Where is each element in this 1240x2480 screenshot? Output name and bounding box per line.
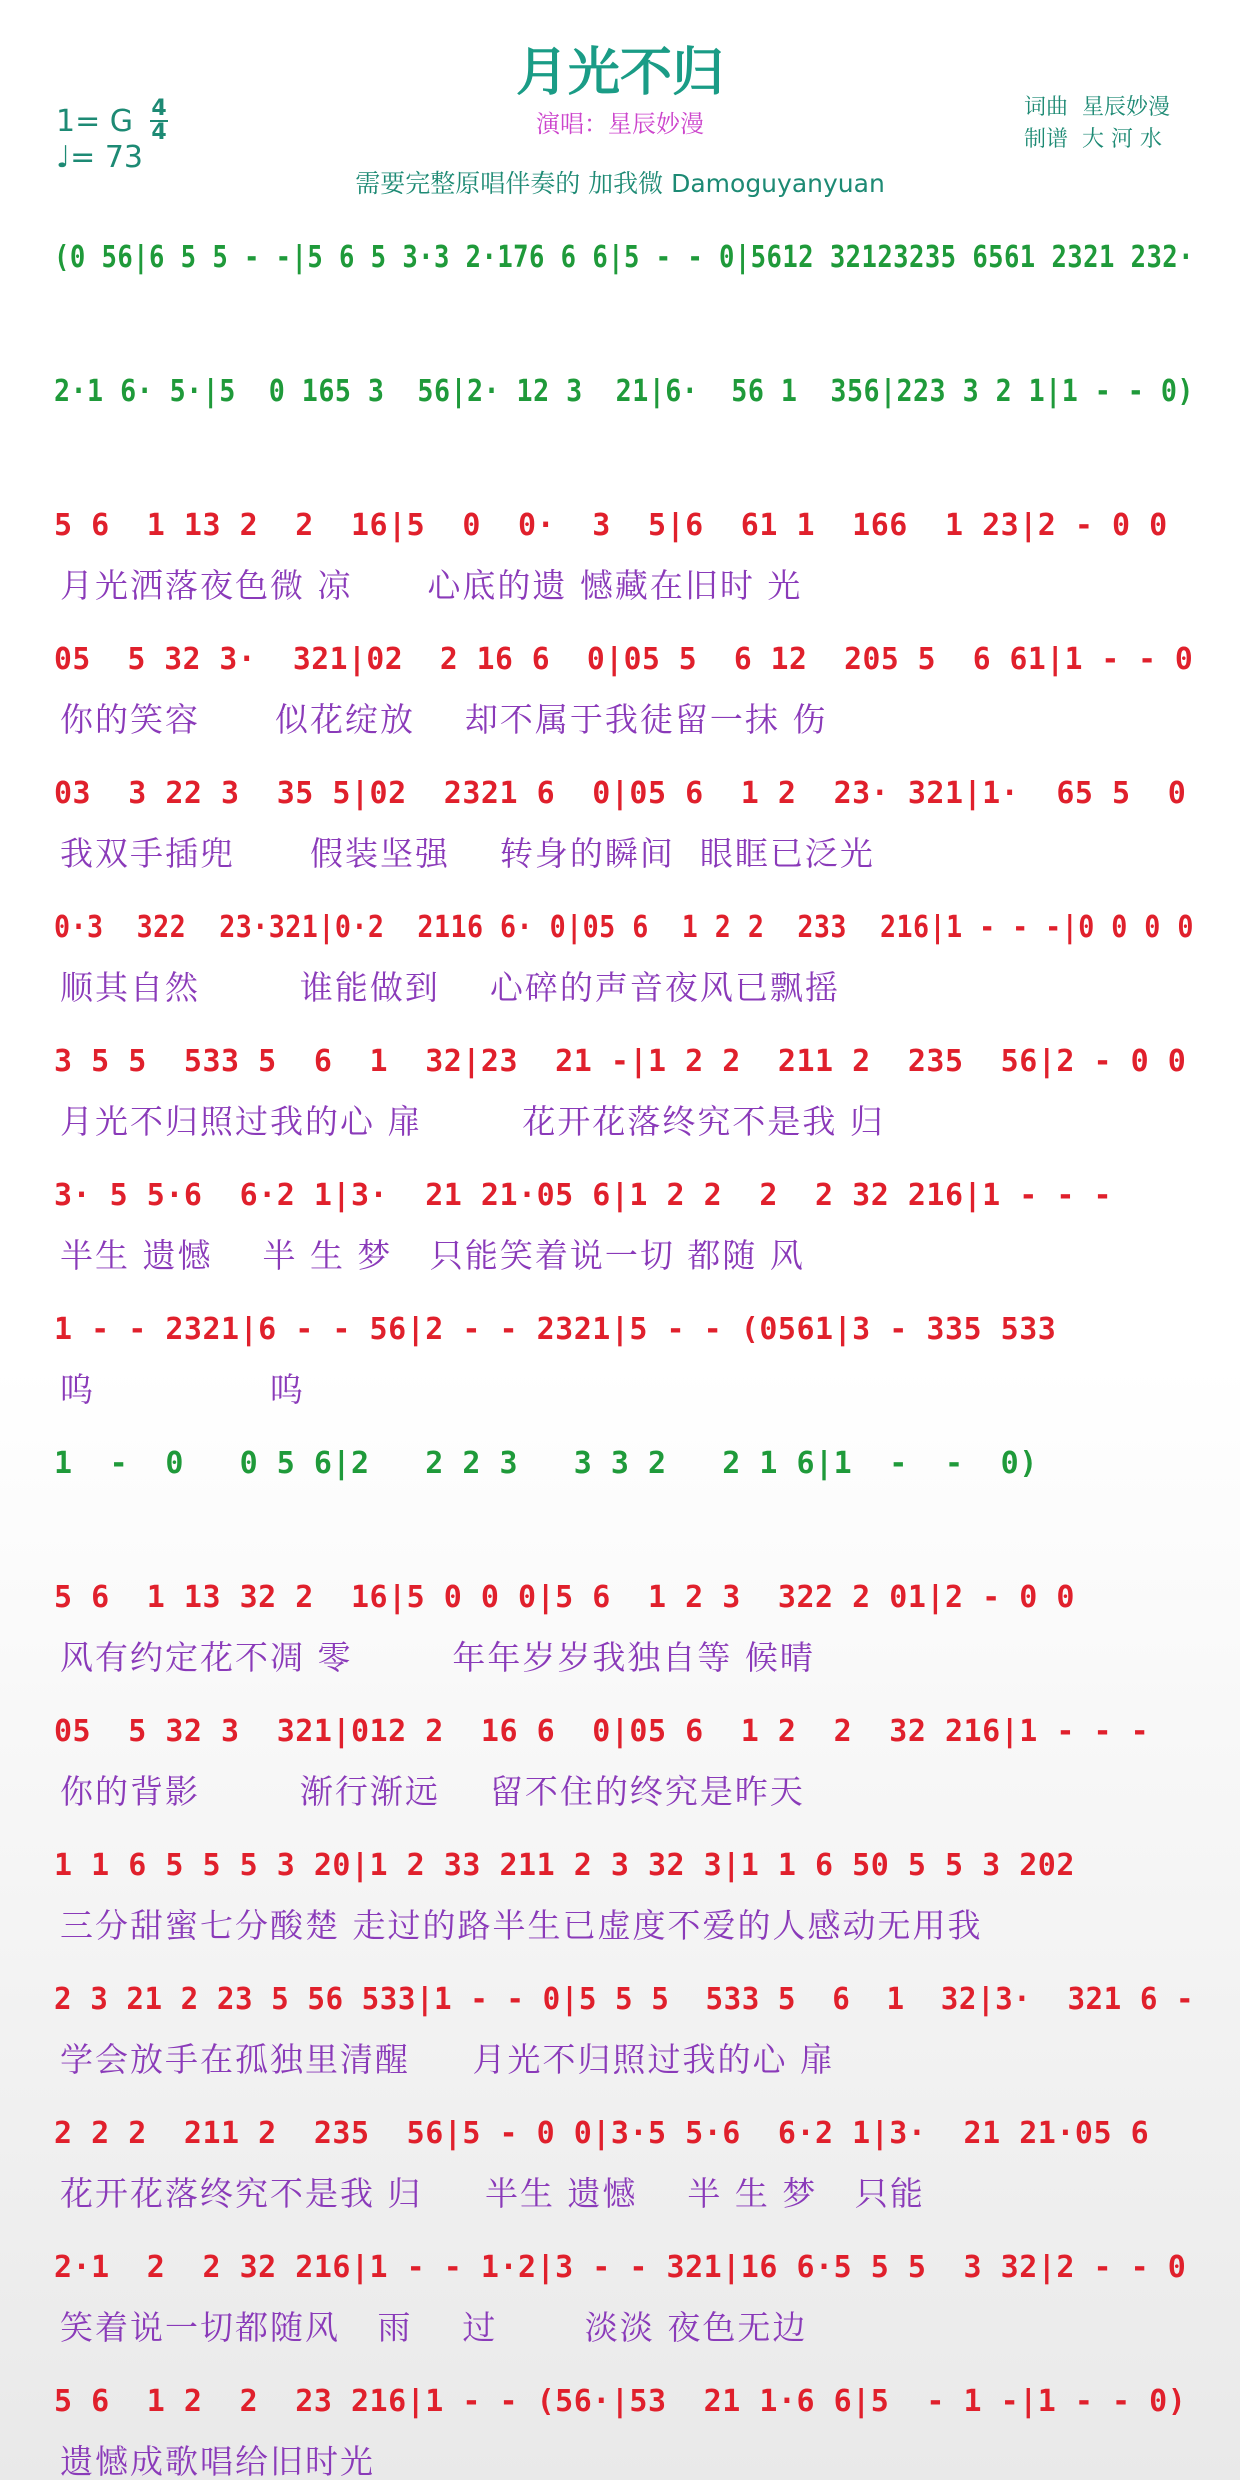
notation-line: 1 - - 2321|6 - - 56|2 - - 2321|5 - - (0561|3 - 335 533 <box>54 1312 1057 1347</box>
credits <box>1024 92 1170 156</box>
notation-line: 2·1 2 2 32 216|1 - - 1·2|3 - - 321|16 6·5 5 5 3 32|2 - - 0 <box>54 2250 1187 2285</box>
notation-line: 05 5 32 3· 321|02 2 16 6 0|05 5 6 12 205 5 6 61|1 - - 0 <box>54 642 1194 677</box>
lyric-line: 学会放手在孤独里清醒 月光不归照过我的心 扉 <box>60 2040 835 2079</box>
lyric-line: 花开花落终究不是我 归 半生 遗憾 半 生 梦 只能 <box>60 2174 925 2213</box>
song-title: 月光不归 <box>515 43 724 103</box>
notation-line: 1 - 0 0 5 6|2 2 2 3 3 3 2 2 1 6|1 - - 0) <box>54 1446 1038 1481</box>
notation-line: 2·1 6· 5·|5 0 165 3 56|2· 12 3 21|6· 56 1 356|223 3 2 1|1 - - 0) <box>54 374 1194 409</box>
lyric-line: 半生 遗憾 半 生 梦 只能笑着说一切 都随 风 <box>60 1236 805 1275</box>
notation-line: 2 3 21 2 23 5 56 533|1 - - 0|5 5 5 533 5 6 1 32|3· 321 6 - <box>54 1982 1195 2017</box>
notation-line: 2 2 2 211 2 235 56|5 - 0 0|3·5 5·6 6·2 1|3· 21 21·05 6 <box>54 2116 1150 2151</box>
notation-line: 03 3 22 3 35 5|02 2321 6 0|05 6 1 2 23· 321|1· 65 5 0 <box>54 776 1187 811</box>
notation-line: 0·3 322 23·321|0·2 2116 6· 0|05 6 1 2 2 233 216|1 - - -|0 0 0 0 <box>54 910 1194 945</box>
notation-line: 05 5 32 3 321|012 2 16 6 0|05 6 1 2 2 32 216|1 - - - <box>54 1714 1150 1749</box>
lyric-line: 你的笑容 似花绽放 却不属于我徒留一抹 伤 <box>60 700 828 739</box>
tempo-marking: ♩= 73 <box>56 140 143 175</box>
lyric-line: 月光洒落夜色微 凉 心底的遗 憾藏在旧时 光 <box>60 566 803 605</box>
lyric-line: 月光不归照过我的心 扉 花开花落终究不是我 归 <box>60 1102 885 1141</box>
lyric-line: 呜 呜 <box>60 1370 305 1409</box>
lyric-line: 我双手插兜 假装坚强 转身的瞬间 眼眶已泛光 <box>60 834 875 873</box>
singer-label: 演唱：星辰妙漫 <box>536 110 704 138</box>
lyric-line: 遗憾成歌唱给旧时光 <box>60 2442 375 2480</box>
time-signature-bottom: 4 <box>151 120 167 145</box>
time-signature <box>150 98 168 144</box>
credits-arranger: 制谱 大 河 水 <box>1024 127 1162 152</box>
lyric-line: 笑着说一切都随风 雨 过 淡淡 夜色无边 <box>60 2308 808 2347</box>
notation-line: 5 6 1 13 32 2 16|5 0 0 0|5 6 1 2 3 322 2 01|2 - 0 0 <box>54 1580 1075 1615</box>
lyric-line: 顺其自然 谁能做到 心碎的声音夜风已飘摇 <box>60 968 840 1007</box>
accompaniment-note: 需要完整原唱伴奏的 加我微 Damoguyanyuan <box>355 169 885 198</box>
notation-line: 3· 5 5·6 6·2 1|3· 21 21·05 6|1 2 2 2 2 32 216|1 - - - <box>54 1178 1113 1213</box>
notation-line: 5 6 1 13 2 2 16|5 0 0· 3 5|6 61 1 166 1 23|2 - 0 0 <box>54 508 1168 543</box>
credits-composer: 词曲 星辰妙漫 <box>1024 95 1170 120</box>
notation-line: (0 56|6 5 5 - -|5 6 5 3·3 2·176 6 6|5 - - 0|5612 32123235 6561 2321 232· <box>54 240 1194 275</box>
notation-line: 5 6 1 2 2 23 216|1 - - (56·|53 21 1·6 6|5 - 1 -|1 - - 0) <box>54 2384 1187 2419</box>
time-signature-top: 4 <box>151 96 167 121</box>
notation-line: 1 1 6 5 5 5 3 20|1 2 33 211 2 3 32 3|1 1 6 50 5 5 3 202 <box>54 1848 1075 1883</box>
lyric-line: 风有约定花不凋 零 年年岁岁我独自等 候晴 <box>60 1638 815 1677</box>
lyric-line: 你的背影 渐行渐远 留不住的终究是昨天 <box>60 1772 805 1811</box>
lyric-line: 三分甜蜜七分酸楚 走过的路半生已虚度不爱的人感动无用我 <box>60 1906 983 1945</box>
notation-line: 3 5 5 533 5 6 1 32|23 21 -|1 2 2 211 2 235 56|2 - 0 0 <box>54 1044 1187 1079</box>
key-signature: 1= G <box>56 104 134 139</box>
